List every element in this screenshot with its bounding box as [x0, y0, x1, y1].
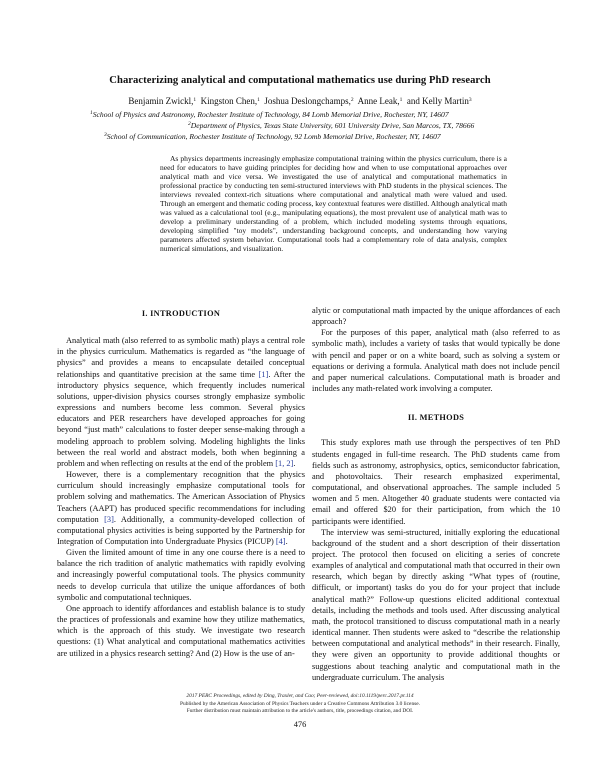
abstract-text: As physics departments increasingly emphasize computational training within the physics curriculum, there is a need for educators to have guiding principles for deciding how and when to use computational approaches over analytical math and vice versa. We investigated the use of analytical and computational mathematics in professional practice by conducting ten semi-structured interviews with PhD students in the physical sciences. The interviews revealed context-rich situations where computational and analytical math were valued and used. Through an emergent and thematic coding process, key contextual features were distilled. Although analytical math was valued as a calculational tool (e.g., manipulating equations), the most prevalent use of analytical math was to develop a preliminary understanding of a problem, which included modeling systems through equations, developing simplified "toy models", understanding background concepts, and understanding how varying parameters affected system behavior. Computational tools had a complementary role of data analysis, complex numerical simulations, and visualization.: [160, 154, 507, 254]
abstract: [160, 154, 507, 254]
citation-link[interactable]: [1]: [258, 369, 269, 379]
paragraph: The interview was semi-structured, initially exploring the educational background of the student and a short description of their dissertation project. The protocol then focused on eliciting a series of concrete examples of analytical and computational math that occurred in their own research, which began by directly asking “What types of (routine, difficult, or important) tasks do you do for your project that include analytical math?” Follow-up questions elicited additional contextual details, including the methods and tools used. After discussing analytical math, the protocol transitioned to discuss computational math in a nearly identical manner. Then students were asked to “describe the relationship between computational and analytical methods” in their research. Finally, they were given an opportunity to provide additional thoughts or suggestions about teaching analytic and computational math in the undergraduate curriculum. The analysis: [312, 527, 560, 682]
paragraph: This study explores math use through the perspectives of ten PhD students engaged in full-time research. The PhD students came from fields such as astronomy, astrophysics, optics, semiconductor fabrication, and photovoltaics. Their research emphasized experimental, computational, and observational approaches. The sample included 5 women and 5 men. Altogether 40 graduate students were contacted via email and offered $20 for their participation, from which the 10 participants were identified.: [312, 438, 560, 526]
affiliation: $^1$School of Physics and Astronomy, Rochester Institute of Technology, 84 Lomb Memorial Drive, Rochester, NY, 14607: [90, 110, 449, 119]
affiliation: $^3$School of Communication, Rochester Institute of Technology, 92 Lomb Memorial Drive, Rochester, NY, 14607: [104, 132, 441, 142]
author: Benjamin Zwickl,$^1$: [128, 96, 197, 106]
left-column: [57, 308, 305, 659]
citation-link[interactable]: [4]: [275, 536, 286, 546]
page-number: 476: [293, 720, 307, 729]
section-heading-introduction: I. INTRODUCTION: [141, 309, 221, 318]
citation-link[interactable]: [1, 2]: [275, 458, 294, 468]
author: Kingston Chen,$^1$: [200, 96, 260, 106]
paragraph: However, there is a complementary recognition that the physics curriculum should increasingly emphasize computational tools for problem solving and mathematics. The American Association of Physics Teachers (AAPT) has produced specific recommendations for including computation [3]. Additionally, a community-developed collection of computational physics activities is being supported by the Partnership for Integration of Computation into Undergraduate Physics (PICUP) [4].: [57, 470, 305, 546]
footer-attribution: Further distribution must maintain attribution to the article's authors, title, proceedings citation, and DOI.: [186, 708, 414, 715]
paragraph: alytic or computational math impacted by the unique affordances of each approach?: [312, 306, 560, 327]
author: Anne Leak,$^1$: [357, 96, 403, 106]
citation-link[interactable]: [3]: [104, 514, 114, 524]
paragraph: For the purposes of this paper, analytical math (also referred to as symbolic math), includes a variety of tasks that would typically be done with pencil and paper or on a white board, such as solving a system or equations or deriving a formula. Analytical math does not include pencil and paper numerical calculations. Computational math is broader and includes any math-related work involving a computer.: [312, 328, 560, 394]
author: and Kelly Martin$^3$: [406, 96, 472, 106]
page-footer: [0, 693, 600, 716]
footer-license: Published by the American Association of Physics Teachers under a Creative Commons Attribution 3.0 license.: [180, 700, 420, 707]
author: Joshua Deslongchamps,$^2$: [264, 96, 354, 106]
section-heading-methods: II. METHODS: [407, 413, 465, 423]
paragraph: Analytical math (also referred to as symbolic math) plays a central role in the physics curriculum. Mathematics is regarded as “the language of physics” and provides a means to encapsulate detailed conceptual relationships and quantitative precision at the same time [1]. After the introductory physics sequence, which frequently includes numerical solutions, upper-division physics courses strongly emphasize symbolic expressions and numbers become less common. Several physics educators and PER researchers have developed approaches for going beyond “just math” calculations to foster deeper sense-making through a modeling approach to problem solving. Modeling highlights the links between the real world and abstract models, both when beginning a problem and when reflecting on results at the end of the problem [1, 2].: [57, 336, 305, 468]
paragraph: One approach to identify affordances and establish balance is to study the practices of professionals and examine how they utilize mathematics, which is the approach of this study. We investigate two research questions: (1) What analytical and computational mathematics activities are utilized in a physics research setting? And (2) How is the use of an-: [57, 603, 305, 658]
paper-title: Characterizing analytical and computational mathematics use during PhD research: [109, 75, 491, 86]
affiliation: $^2$Department of Physics, Texas State University, 601 University Drive, San Marcos, TX, 78666: [188, 121, 475, 131]
right-column: [312, 305, 560, 683]
affiliations: [88, 109, 530, 143]
paragraph: Given the limited amount of time in any one course there is a need to balance the rich tradition of analytic mathematics with rapidly evolving and increasingly powerful computational tools. The physics community needs to develop curricula that utilize the unique affordances of both symbolic and computational techniques.: [57, 548, 305, 602]
footer-citation: 2017 PERC Proceedings, edited by Ding, Traxler, and Cao; Peer-reviewed, doi:10.1119/perc.2017.pr.114: [186, 693, 414, 699]
author-list: [0, 96, 600, 106]
